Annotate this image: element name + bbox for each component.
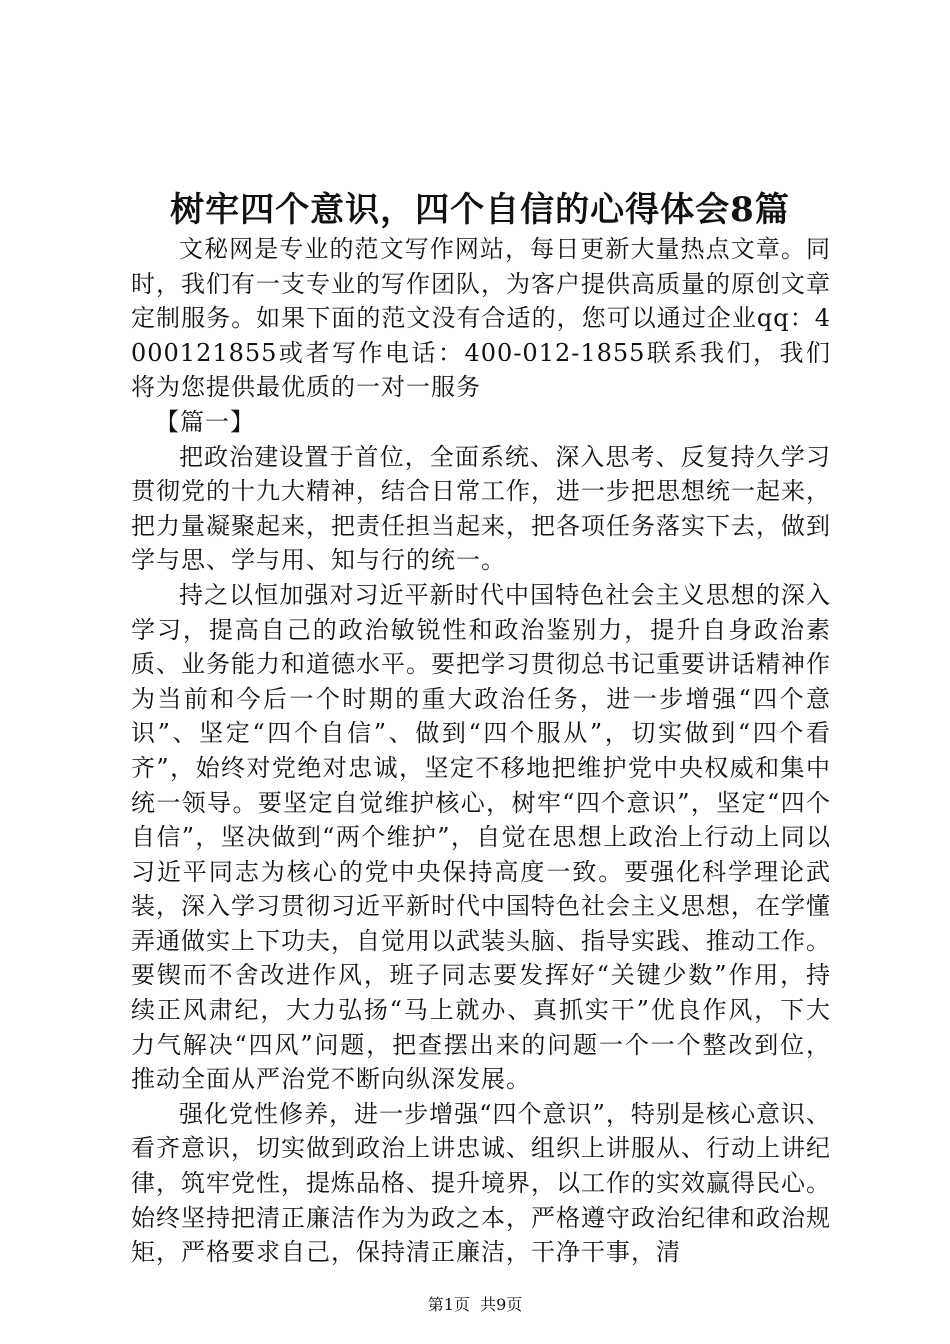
document-title: 树牢四个意识，四个自信的心得体会8篇 xyxy=(170,190,790,230)
body-paragraph-1: 把政治建设置于首位，全面系统、深入思考、反复持久学习贯彻党的十九大精神，结合日常工作，进一步把思想统一起来，把力量凝聚起来，把责任担当起来，把各项任务落实下去，做到学与思、学与用、知与行的统一。 xyxy=(131,442,831,575)
body-paragraph-3: 强化党性修养，进一步增强“四个意识”，特别是核心意识、看齐意识，切实做到政治上讲忠诚、组织上讲服从、行动上讲纪律，筑牢党性，提炼品格、提升境界，以工作的实效赢得民心。始终坚持把清正廉洁作为为政之本，严格遵守政治纪律和政治规矩，严格要求自己，保持清正廉洁，干净干事，清 xyxy=(131,1099,831,1267)
section-heading: 【篇一】 xyxy=(155,407,255,436)
document-body xyxy=(131,232,831,1270)
intro-paragraph: 文秘网是专业的范文写作网站，每日更新大量热点文章。同时，我们有一支专业的写作团队，为客户提供高质量的原创文章定制服务。如果下面的范文没有合适的，您可以通过企业qq：4000121855或者写作电话：400-012-1855联系我们，我们将为您提供最优质的一对一服务 xyxy=(131,235,831,402)
body-paragraph-2: 持之以恒加强对习近平新时代中国特色社会主义思想的深入学习，提高自己的政治敏锐性和政治鉴别力，提升自身政治素质、业务能力和道德水平。要把学习贯彻总书记重要讲话精神作为当前和今后一个时期的重大政治任务，进一步增强“四个意识”、坚定“四个自信”、做到“四个服从”，切实做到“四个看齐”，始终对党绝对忠诚，坚定不移地把维护党中央权威和集中统一领导。要坚定自觉维护核心，树牢“四个意识”，坚定“四个自信”，坚决做到“两个维护”，自觉在思想上政治上行动上同以习近平同志为核心的党中央保持高度一致。要强化科学理论武装，深入学习贯彻习近平新时代中国特色社会主义思想，在学懂弄通做实上下功夫，自觉用以武装头脑、指导实践、推动工作。要锲而不舍改进作风，班子同志要发挥好“关键少数”作用，持续正风肃纪，大力弘扬“马上就办、真抓实干”优良作风，下大力气解决“四风”问题，把查摆出来的问题一个一个整改到位，推动全面从严治党不断向纵深发展。 xyxy=(131,580,831,1094)
page-footer: 第1页 共9页 xyxy=(427,1295,523,1314)
